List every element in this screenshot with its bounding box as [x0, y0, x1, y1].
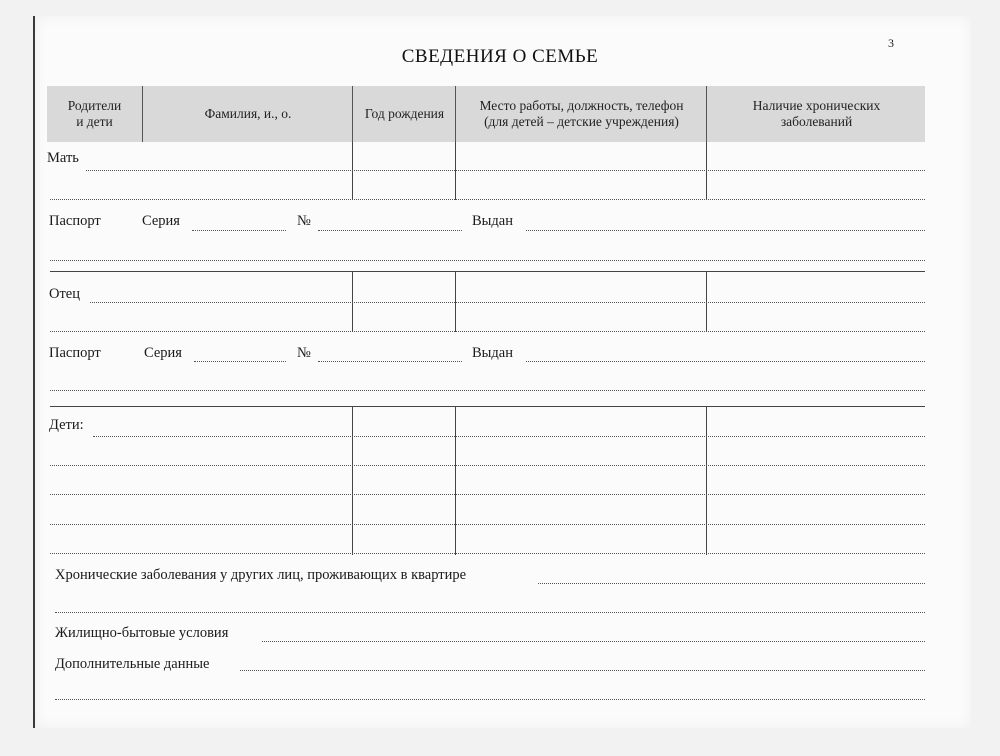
- additional-data-extra-line[interactable]: [55, 699, 925, 700]
- child-row-line[interactable]: [50, 465, 925, 466]
- column-divider: [706, 407, 707, 555]
- living-conditions-field[interactable]: [262, 641, 925, 642]
- column-header: [142, 86, 353, 142]
- father-name-line[interactable]: [90, 302, 925, 303]
- mother-passport-extra-line[interactable]: [50, 260, 925, 261]
- father-label: Отец: [49, 286, 81, 302]
- mother-passport-issued-field[interactable]: [526, 230, 925, 231]
- mother-passport-series-field[interactable]: [192, 230, 286, 231]
- column-divider: [455, 142, 456, 200]
- column-divider: [455, 407, 456, 555]
- additional-data-field[interactable]: [240, 670, 925, 671]
- additional-data-label: Дополнительные данные: [55, 656, 210, 672]
- father-extra-line[interactable]: [50, 331, 925, 332]
- father-passport-label: Паспорт: [49, 345, 101, 361]
- father-passport-series-label: Серия: [144, 345, 182, 361]
- table-header: [47, 86, 925, 142]
- column-header-text: Наличие хронических заболеваний: [752, 97, 881, 129]
- page-number: 3: [888, 36, 894, 50]
- father-passport-extra-line[interactable]: [50, 390, 925, 391]
- section-divider: [50, 271, 925, 272]
- father-passport-issued-field[interactable]: [526, 361, 925, 362]
- mother-passport-number-label: №: [297, 213, 311, 229]
- column-divider: [352, 407, 353, 555]
- children-label: Дети:: [49, 417, 84, 433]
- column-header: [706, 86, 926, 142]
- column-divider: [706, 142, 707, 200]
- column-header-text: Фамилия, и., о.: [204, 105, 292, 121]
- mother-passport-issued-label: Выдан: [472, 213, 513, 229]
- column-header-text: Родители и дети: [67, 97, 122, 129]
- child-row-line[interactable]: [50, 494, 925, 495]
- column-header-text: Место работы, должность, телефон (для детей – детские учреждения): [479, 97, 684, 129]
- section-divider: [50, 406, 925, 407]
- mother-passport-series-label: Серия: [142, 213, 180, 229]
- chronic-others-extra-line[interactable]: [55, 612, 925, 613]
- column-header: [352, 86, 456, 142]
- page-title: СВЕДЕНИЯ О СЕМЬЕ: [401, 46, 599, 67]
- father-passport-issued-label: Выдан: [472, 345, 513, 361]
- father-passport-number-label: №: [297, 345, 311, 361]
- mother-extra-line[interactable]: [50, 199, 925, 200]
- child-row-line[interactable]: [50, 553, 925, 554]
- mother-label: Мать: [47, 150, 79, 166]
- father-passport-series-field[interactable]: [194, 361, 286, 362]
- chronic-others-label: Хронические заболевания у других лиц, проживающих в квартире: [55, 567, 467, 583]
- mother-name-line[interactable]: [86, 170, 925, 171]
- child-row-line[interactable]: [93, 436, 925, 437]
- column-divider: [352, 142, 353, 200]
- child-row-line[interactable]: [50, 524, 925, 525]
- living-conditions-label: Жилищно-бытовые условия: [55, 625, 229, 641]
- father-passport-number-field[interactable]: [318, 361, 462, 362]
- column-header: [455, 86, 707, 142]
- mother-passport-number-field[interactable]: [318, 230, 462, 231]
- mother-passport-label: Паспорт: [49, 213, 101, 229]
- chronic-others-field[interactable]: [538, 583, 925, 584]
- column-header: [47, 86, 142, 142]
- column-header-text: Год рождения: [364, 105, 445, 121]
